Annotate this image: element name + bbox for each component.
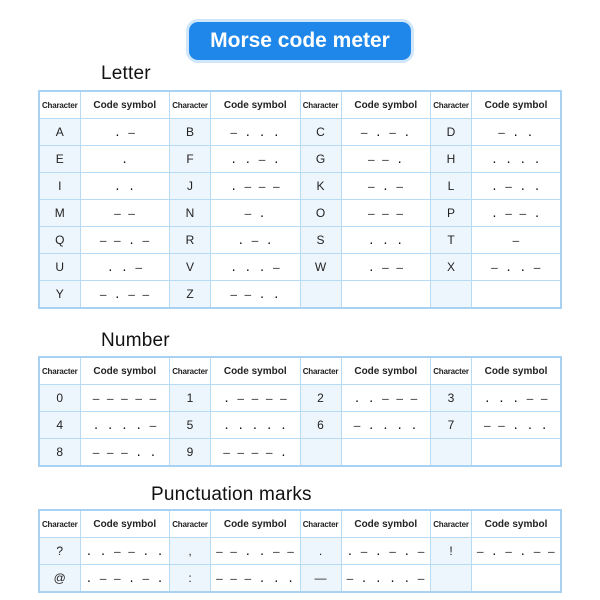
code-symbol-cell: . . . . — bbox=[80, 412, 170, 439]
header-code-symbol: Code symbol bbox=[472, 510, 562, 538]
character-cell: P bbox=[431, 200, 472, 227]
header-code-symbol: Code symbol bbox=[341, 357, 431, 385]
section-title-letter: Letter bbox=[101, 63, 151, 84]
code-symbol-cell: — — — . . bbox=[80, 439, 170, 467]
character-cell: . bbox=[300, 538, 341, 565]
header-character: Character bbox=[170, 91, 211, 119]
section-title-punctuation: Punctuation marks bbox=[151, 484, 312, 505]
header-code-symbol: Code symbol bbox=[211, 357, 301, 385]
character-cell: E bbox=[39, 146, 80, 173]
code-symbol-cell: — — . . bbox=[211, 281, 301, 309]
code-symbol-cell: — . . . . — bbox=[341, 565, 431, 593]
character-cell: T bbox=[431, 227, 472, 254]
character-cell: O bbox=[300, 200, 341, 227]
character-cell bbox=[300, 439, 341, 467]
character-cell: Y bbox=[39, 281, 80, 309]
code-symbol-cell: — — — . . . bbox=[211, 565, 301, 593]
character-cell: K bbox=[300, 173, 341, 200]
header-row bbox=[39, 357, 561, 385]
code-symbol-cell: . — bbox=[80, 119, 170, 146]
table-row bbox=[39, 254, 561, 281]
header-character: Character bbox=[431, 91, 472, 119]
table-row bbox=[39, 439, 561, 467]
character-cell: 7 bbox=[431, 412, 472, 439]
header-code-symbol: Code symbol bbox=[80, 510, 170, 538]
code-symbol-cell: . . . bbox=[341, 227, 431, 254]
code-symbol-cell: . . . — — bbox=[472, 385, 562, 412]
character-cell: 0 bbox=[39, 385, 80, 412]
code-symbol-cell: . . . . bbox=[472, 146, 562, 173]
header-row bbox=[39, 510, 561, 538]
character-cell: M bbox=[39, 200, 80, 227]
header-code-symbol: Code symbol bbox=[211, 91, 301, 119]
character-cell: 3 bbox=[431, 385, 472, 412]
character-cell: ! bbox=[431, 538, 472, 565]
header-code-symbol: Code symbol bbox=[341, 510, 431, 538]
code-symbol-cell: . — — bbox=[341, 254, 431, 281]
character-cell: U bbox=[39, 254, 80, 281]
table-row bbox=[39, 200, 561, 227]
header-code-symbol: Code symbol bbox=[472, 357, 562, 385]
character-cell: 4 bbox=[39, 412, 80, 439]
table-row bbox=[39, 538, 561, 565]
letter-table bbox=[38, 90, 562, 309]
character-cell: F bbox=[170, 146, 211, 173]
character-cell bbox=[300, 281, 341, 309]
table-row bbox=[39, 173, 561, 200]
header-character: Character bbox=[39, 357, 80, 385]
header-character: Character bbox=[300, 357, 341, 385]
header-character: Character bbox=[170, 357, 211, 385]
code-symbol-cell: . . — bbox=[80, 254, 170, 281]
character-cell: G bbox=[300, 146, 341, 173]
character-cell: 8 bbox=[39, 439, 80, 467]
code-symbol-cell: . . — . bbox=[211, 146, 301, 173]
character-cell: V bbox=[170, 254, 211, 281]
character-cell: C bbox=[300, 119, 341, 146]
code-symbol-cell: . . . — bbox=[211, 254, 301, 281]
code-symbol-cell: — . . . . bbox=[341, 412, 431, 439]
table-row bbox=[39, 385, 561, 412]
table-row bbox=[39, 281, 561, 309]
character-cell: B bbox=[170, 119, 211, 146]
character-cell: R bbox=[170, 227, 211, 254]
code-symbol-cell bbox=[472, 439, 562, 467]
code-symbol-cell: . — — — — bbox=[211, 385, 301, 412]
code-symbol-cell bbox=[472, 281, 562, 309]
table-row bbox=[39, 412, 561, 439]
code-symbol-cell: . — . . bbox=[472, 173, 562, 200]
punctuation-table bbox=[38, 509, 562, 593]
character-cell: 6 bbox=[300, 412, 341, 439]
code-symbol-cell: — — . . — — bbox=[211, 538, 301, 565]
code-symbol-cell: . — — . — . bbox=[80, 565, 170, 593]
header-row bbox=[39, 91, 561, 119]
code-symbol-cell: . . — — — bbox=[341, 385, 431, 412]
code-symbol-cell: — bbox=[472, 227, 562, 254]
character-cell: — bbox=[300, 565, 341, 593]
character-cell: Z bbox=[170, 281, 211, 309]
code-symbol-cell: . . . . . bbox=[211, 412, 301, 439]
code-symbol-cell: — . bbox=[211, 200, 301, 227]
character-cell bbox=[431, 565, 472, 593]
character-cell: Q bbox=[39, 227, 80, 254]
character-cell: S bbox=[300, 227, 341, 254]
header-character: Character bbox=[300, 510, 341, 538]
code-symbol-cell: . — — . bbox=[472, 200, 562, 227]
character-cell: A bbox=[39, 119, 80, 146]
header-character: Character bbox=[39, 91, 80, 119]
header-character: Character bbox=[431, 357, 472, 385]
code-symbol-cell: — — — — . bbox=[211, 439, 301, 467]
character-cell: 1 bbox=[170, 385, 211, 412]
header-code-symbol: Code symbol bbox=[211, 510, 301, 538]
section-title-number: Number bbox=[101, 330, 170, 351]
character-cell: J bbox=[170, 173, 211, 200]
table-row bbox=[39, 227, 561, 254]
header-code-symbol: Code symbol bbox=[341, 91, 431, 119]
character-cell: I bbox=[39, 173, 80, 200]
character-cell: X bbox=[431, 254, 472, 281]
header-character: Character bbox=[170, 510, 211, 538]
character-cell: D bbox=[431, 119, 472, 146]
header-code-symbol: Code symbol bbox=[472, 91, 562, 119]
character-cell: 5 bbox=[170, 412, 211, 439]
code-symbol-cell: . — . bbox=[211, 227, 301, 254]
page-title: Morse code meter bbox=[189, 22, 411, 60]
code-symbol-cell: — . — . — — bbox=[472, 538, 562, 565]
header-character: Character bbox=[300, 91, 341, 119]
character-cell: W bbox=[300, 254, 341, 281]
code-symbol-cell: — — . — bbox=[80, 227, 170, 254]
code-symbol-cell: . bbox=[80, 146, 170, 173]
header-code-symbol: Code symbol bbox=[80, 91, 170, 119]
code-symbol-cell: . . bbox=[80, 173, 170, 200]
table-row bbox=[39, 119, 561, 146]
code-symbol-cell: — . . — bbox=[472, 254, 562, 281]
character-cell: L bbox=[431, 173, 472, 200]
character-cell: , bbox=[170, 538, 211, 565]
character-cell: ? bbox=[39, 538, 80, 565]
character-cell bbox=[431, 281, 472, 309]
table-row bbox=[39, 565, 561, 593]
code-symbol-cell: — . — bbox=[341, 173, 431, 200]
code-symbol-cell: — — . . . bbox=[472, 412, 562, 439]
code-symbol-cell: — . . bbox=[472, 119, 562, 146]
number-table bbox=[38, 356, 562, 467]
character-cell bbox=[431, 439, 472, 467]
table-row bbox=[39, 146, 561, 173]
code-symbol-cell: — — — — — bbox=[80, 385, 170, 412]
character-cell: 9 bbox=[170, 439, 211, 467]
header-character: Character bbox=[39, 510, 80, 538]
code-symbol-cell bbox=[472, 565, 562, 593]
character-cell: 2 bbox=[300, 385, 341, 412]
character-cell: H bbox=[431, 146, 472, 173]
code-symbol-cell: . — . — . — bbox=[341, 538, 431, 565]
code-symbol-cell bbox=[341, 281, 431, 309]
character-cell: : bbox=[170, 565, 211, 593]
code-symbol-cell: . — — — bbox=[211, 173, 301, 200]
code-symbol-cell: — — — bbox=[341, 200, 431, 227]
code-symbol-cell bbox=[341, 439, 431, 467]
code-symbol-cell: . . — — . . bbox=[80, 538, 170, 565]
code-symbol-cell: — . — . bbox=[341, 119, 431, 146]
code-symbol-cell: — — bbox=[80, 200, 170, 227]
header-code-symbol: Code symbol bbox=[80, 357, 170, 385]
code-symbol-cell: — — . bbox=[341, 146, 431, 173]
character-cell: N bbox=[170, 200, 211, 227]
header-character: Character bbox=[431, 510, 472, 538]
character-cell: @ bbox=[39, 565, 80, 593]
code-symbol-cell: — . — — bbox=[80, 281, 170, 309]
code-symbol-cell: — . . . bbox=[211, 119, 301, 146]
